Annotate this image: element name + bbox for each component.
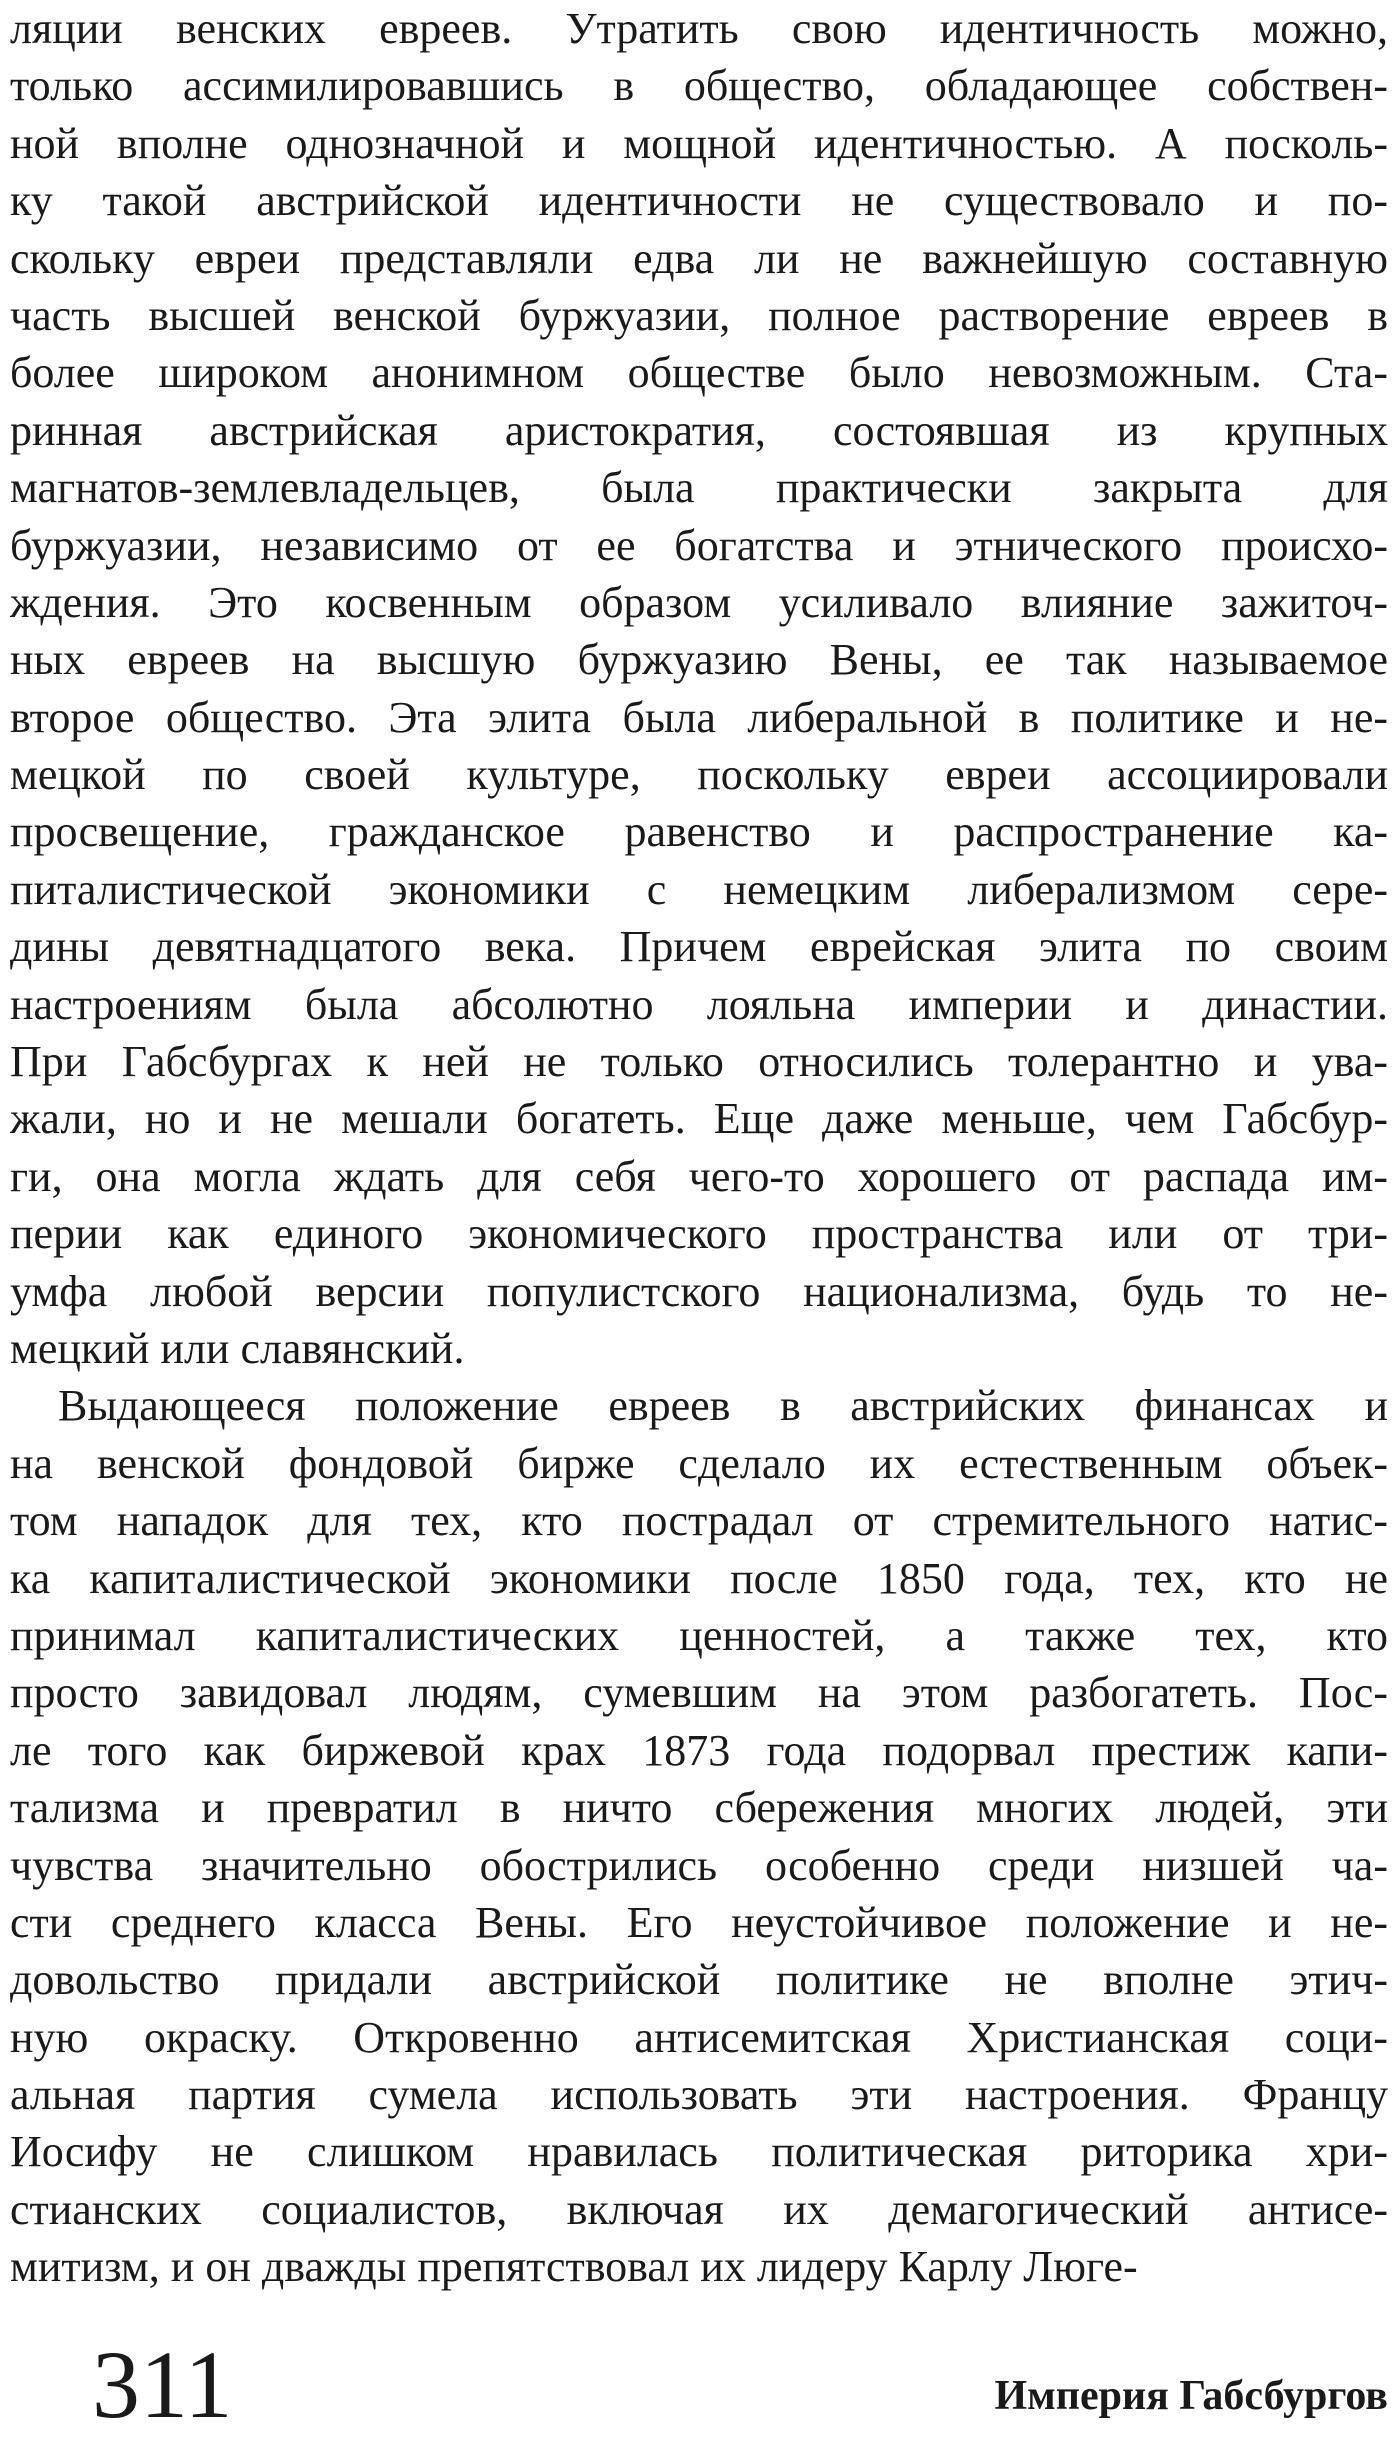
text-line: мецкий или славянский.: [10, 1323, 465, 1373]
text-line: второе общество. Эта элита была либеральной в политике и не-: [10, 692, 1388, 742]
page-number: 311: [92, 2331, 233, 2438]
text-line: буржуазии, независимо от ее богатства и этнического происхо-: [10, 520, 1388, 570]
text-line: мецкой по своей культуре, поскольку евреи ассоциировали: [10, 750, 1388, 800]
text-line: тализма и превратил в ничто сбережения многих людей, эти: [10, 1783, 1388, 1833]
text-line: жали, но и не мешали богатеть. Еще даже меньше, чем Габсбур-: [10, 1094, 1388, 1144]
text-line: скольку евреи представляли едва ли не важнейшую составную: [10, 233, 1388, 283]
text-line: умфа любой версии популистского национализма, будь то не-: [10, 1266, 1388, 1316]
text-line: митизм, и он дважды препятствовал их лидеру Карлу Люге-: [10, 2242, 1138, 2292]
body-text: [10, 0, 1388, 2296]
page-footer: [0, 2330, 1398, 2440]
text-line: Иосифу не слишком нравилась политическая риторика хри-: [10, 2127, 1388, 2177]
text-line: часть высшей венской буржуазии, полное растворение евреев в: [10, 290, 1388, 340]
text-line: ку такой австрийской идентичности не существовало и по-: [10, 176, 1388, 226]
text-line: стианских социалистов, включая их демагогический антисе-: [10, 2184, 1388, 2234]
text-line: том нападок для тех, кто пострадал от стремительного натис-: [10, 1496, 1388, 1546]
text-line: чувства значительно обострились особенно среди низшей ча-: [10, 1840, 1388, 1890]
text-line: ле того как биржевой крах 1873 года подорвал престиж капи-: [10, 1725, 1388, 1775]
text-line: ждения. Это косвенным образом усиливало влияние зажиточ-: [10, 577, 1388, 627]
text-line: только ассимилировавшись в общество, обладающее собствен-: [10, 61, 1388, 111]
text-line: настроениям была абсолютно лояльна империи и династии.: [10, 979, 1388, 1029]
text-line: ринная австрийская аристократия, состоявшая из крупных: [10, 405, 1388, 455]
text-line: При Габсбургах к ней не только относились толерантно и ува-: [10, 1037, 1388, 1087]
text-line: принимал капиталистических ценностей, а также тех, кто: [10, 1610, 1388, 1660]
text-line: просвещение, гражданское равенство и распространение ка-: [10, 807, 1388, 857]
text-line: дины девятнадцатого века. Причем еврейская элита по своим: [10, 922, 1388, 972]
text-line: ляции венских евреев. Утратить свою идентичность можно,: [10, 4, 1388, 53]
text-line: более широком анонимном обществе было невозможным. Ста-: [10, 348, 1388, 398]
text-line: сти среднего класса Вены. Его неустойчивое положение и не-: [10, 1897, 1388, 1947]
text-line: Выдающееся положение евреев в австрийских финансах и: [58, 1381, 1388, 1431]
text-line: на венской фондовой бирже сделало их естественным объек-: [10, 1438, 1388, 1488]
text-line: ка капиталистической экономики после 1850 года, тех, кто не: [10, 1553, 1388, 1603]
text-line: питалистической экономики с немецким либерализмом сере-: [10, 864, 1388, 914]
text-line: просто завидовал людям, сумевшим на этом разбогатеть. Пос-: [10, 1668, 1388, 1718]
text-line: ги, она могла ждать для себя чего-то хорошего от распада им-: [10, 1151, 1388, 1201]
text-line: ную окраску. Откровенно антисемитская Христианская соци-: [10, 2012, 1388, 2062]
running-title: Империя Габсбургов: [994, 2373, 1388, 2419]
text-line: ной вполне однозначной и мощной идентичностью. А посколь-: [10, 118, 1388, 168]
text-line: магнатов-землевладельцев, была практически закрыта для: [10, 463, 1388, 513]
text-line: ных евреев на высшую буржуазию Вены, ее так называемое: [10, 635, 1388, 685]
text-line: перии как единого экономического пространства или от три-: [10, 1209, 1388, 1259]
text-line: альная партия сумела использовать эти настроения. Францу: [10, 2070, 1388, 2120]
text-line: довольство придали австрийской политике не вполне этич-: [10, 1955, 1388, 2005]
paragraph: [10, 0, 1388, 1377]
paragraph: [10, 1377, 1388, 2295]
